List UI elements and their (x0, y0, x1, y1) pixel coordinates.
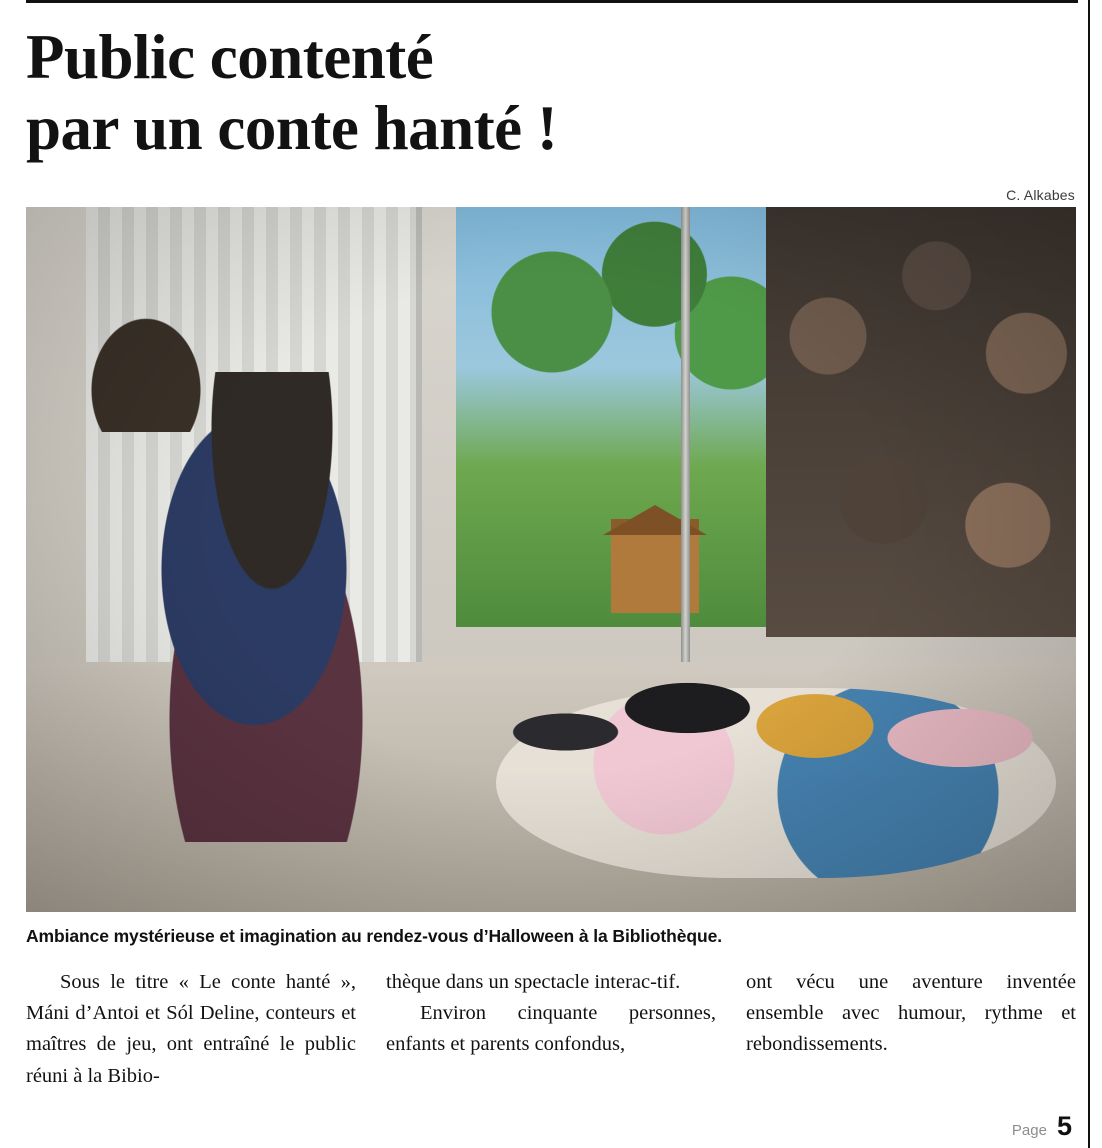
right-rule (1088, 0, 1090, 1148)
paragraph: ont vécu une aventure inventée ensemble avec humour, rythme et rebondissements. (746, 971, 1076, 1056)
headline-line-2: par un conte hanté ! (26, 92, 558, 163)
paragraph: thèque dans un spectacle interac-tif. (386, 971, 681, 994)
page-number: 5 (1056, 1111, 1072, 1141)
photo-scene (26, 207, 1076, 912)
page-title (26, 0, 1076, 163)
article-column-2 (386, 967, 716, 1092)
headline-line-1: Public contenté (26, 22, 434, 92)
top-rule (26, 0, 1078, 3)
paragraph: Sous le titre « Le conte hanté », Máni d’Antoi et Sól Deline, conteurs et maîtres de jeu, ont entraîné le public réuni à la Bibio- (26, 971, 356, 1087)
photo-credit: C. Alkabes (1006, 187, 1075, 204)
article-column-3 (746, 967, 1076, 1092)
article-body (26, 967, 1076, 1092)
photo-vignette (26, 207, 1076, 912)
page-label: Page (1011, 1122, 1047, 1139)
photo-caption: Ambiance mystérieuse et imagination au rendez-vous d’Halloween à la Bibliothèque. (26, 926, 722, 947)
article-photo (26, 207, 1076, 912)
article-column-1 (26, 967, 356, 1092)
page-footer (1012, 1111, 1072, 1142)
paragraph: Environ cinquante personnes, enfants et parents confondus, (386, 1002, 716, 1056)
